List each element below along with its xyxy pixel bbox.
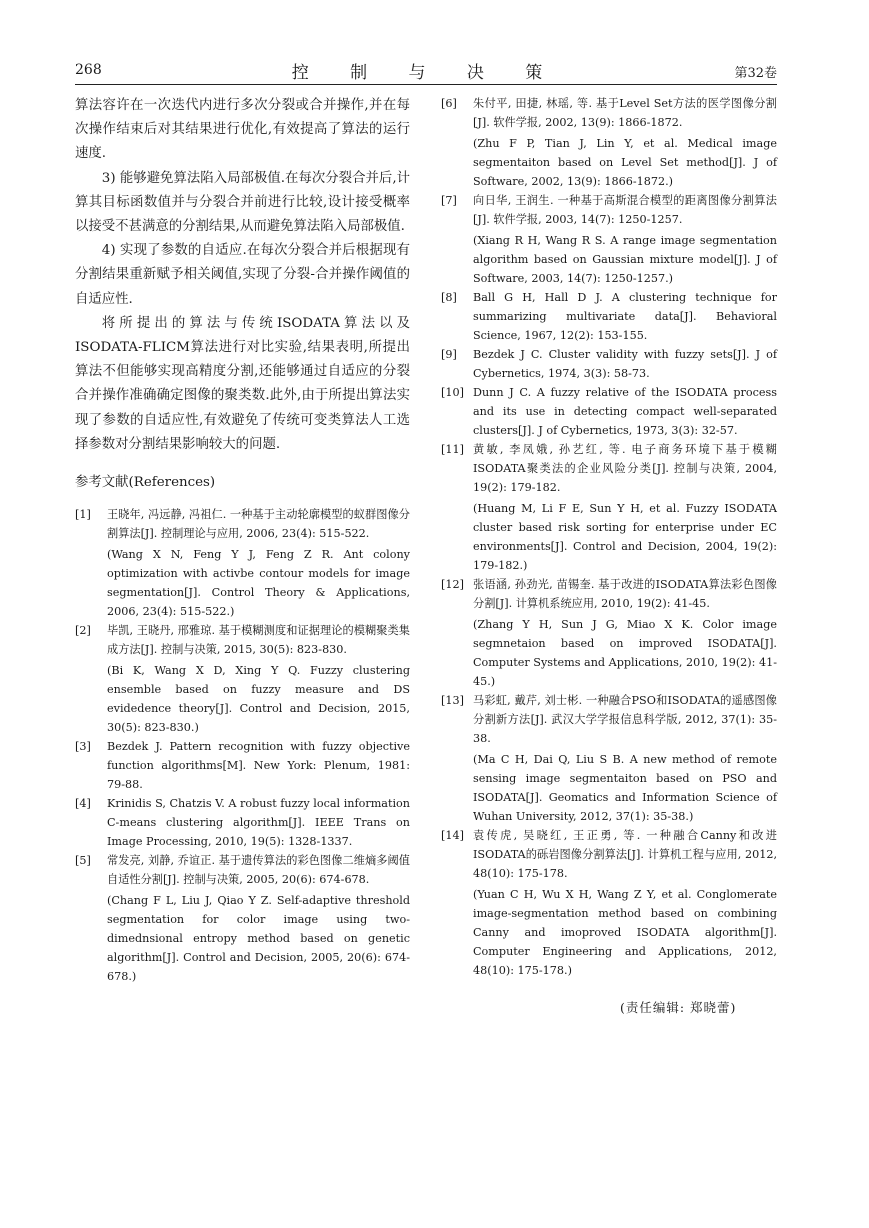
reference-item — [75, 505, 410, 621]
reference-text: 毕凯, 王晓丹, 邢雅琼. 基于模糊测度和证据理论的模糊聚类集成方法[J]. 控制与决策, 2015, 30(5): 823-830. — [107, 624, 410, 657]
reference-number: [12] — [441, 578, 464, 591]
body-paragraph: 3) 能够避免算法陷入局部极值.在每次分裂合并后,计算其目标函数值并与分裂合并前进行比较,设计接受概率以接受不甚满意的分割结果,从而避免算法陷入局部极值. — [75, 170, 410, 235]
reference-number: [1] — [75, 508, 91, 522]
reference-item — [75, 621, 410, 737]
reference-number: [11] — [441, 443, 464, 456]
reference-item — [75, 851, 410, 986]
reference-translation: (Yuan C H, Wu X H, Wang Z Y, et al. Conglomerate image-segmentation method based on combining Canny and imoproved ISODATA algorithm[J]. Computer Engineering and Applications, 2012, 48(10): 175-178.) — [473, 888, 777, 977]
reference-number: [10] — [441, 386, 464, 399]
reference-text: Ball G H, Hall D J. A clustering technique for summarizing multivariate data[J]. Behavioral Science, 1967, 12(2): 153-155. — [473, 291, 777, 342]
left-column — [75, 94, 410, 986]
reference-translation: (Zhu F P, Tian J, Lin Y, et al. Medical image segmentaiton based on Level Set method[J]. J of Software, 2002, 13(9): 1866-1872.) — [473, 137, 777, 188]
reference-text: Dunn J C. A fuzzy relative of the ISODATA process and its use in detecting compact well-separated clusters[J]. J of Cybernetics, 1973, 3(3): 32-57. — [473, 386, 777, 437]
reference-translation: (Xiang R H, Wang R S. A range image segmentation algorithm based on Gaussian mixture model[J]. J of Software, 2003, 14(7): 1250-1257.) — [473, 234, 777, 285]
reference-text: Krinidis S, Chatzis V. A robust fuzzy local information C-means clustering algorithm[J]. IEEE Trans on Image Processing, 2010, 19(5): 1328-1337. — [107, 797, 410, 849]
page-header — [75, 56, 777, 85]
journal-title: 控 制 与 决 策 — [291, 63, 561, 83]
reference-text: Bezdek J. Pattern recognition with fuzzy objective function algorithms[M]. New York: Plenum, 1981: 79-88. — [107, 740, 410, 792]
reference-item — [441, 440, 777, 575]
reference-number: [13] — [441, 694, 464, 707]
reference-number: [4] — [75, 797, 91, 811]
reference-item — [441, 345, 777, 383]
right-column — [441, 94, 777, 980]
reference-number: [9] — [441, 348, 457, 361]
reference-text: 张语涵, 孙劲光, 苗锡奎. 基于改进的ISODATA算法彩色图像分割[J]. 计算机系统应用, 2010, 19(2): 41-45. — [473, 578, 777, 610]
reference-translation: (Chang F L, Liu J, Qiao Y Z. Self-adaptive threshold segmentation for color image using two-dimednsional entropy method based on genetic algorithm[J]. Control and Decision, 2005, 20(6): 674-678.) — [107, 894, 410, 984]
reference-item — [441, 691, 777, 826]
volume-label: 第32卷 — [734, 66, 777, 81]
reference-item — [441, 826, 777, 980]
reference-text: Bezdek J C. Cluster validity with fuzzy sets[J]. J of Cybernetics, 1974, 3(3): 58-73. — [473, 348, 777, 380]
reference-text: 王晓年, 冯远静, 冯祖仁. 一种基于主动轮廓模型的蚁群图像分割算法[J]. 控制理论与应用, 2006, 23(4): 515-522. — [107, 508, 410, 541]
reference-translation: (Huang M, Li F E, Sun Y H, et al. Fuzzy ISODATA cluster based risk sorting for enterprise under EC environments[J]. Control and Decision, 2004, 19(2): 179-182.) — [473, 502, 777, 572]
body-paragraph: 4) 实现了参数的自适应.在每次分裂合并后根据现有分割结果重新赋予相关阈值,实现了分裂-合并操作阈值的自适应性. — [75, 243, 410, 307]
reference-number: [2] — [75, 624, 91, 638]
reference-number: [6] — [441, 97, 457, 110]
body-paragraph: 将所提出的算法与传统ISODATA算法以及ISODATA-FLICM算法进行对比实验,结果表明,所提出算法不但能够实现高精度分割,还能够通过自适应的分裂合并操作准确确定图像的聚类数.此外,由于所提出算法实现了参数的自适应性,有效避免了传统可变类算法人工选择参数对分割结果影响较大的问题. — [75, 315, 410, 452]
reference-number: [14] — [441, 829, 464, 842]
reference-item — [441, 383, 777, 440]
reference-text: 袁传虎, 吴晓红, 王正勇, 等. 一种融合Canny和改进ISODATA的砾岩图像分割算法[J]. 计算机工程与应用, 2012, 48(10): 175-178. — [473, 829, 777, 880]
reference-text: 朱付平, 田捷, 林瑶, 等. 基于Level Set方法的医学图像分割[J]. 软件学报, 2002, 13(9): 1866-1872. — [473, 97, 777, 129]
reference-translation: (Wang X N, Feng Y J, Feng Z R. Ant colony optimization with activbe contour models for image segmentation[J]. Control Theory & Applications, 2006, 23(4): 515-522.) — [107, 548, 410, 619]
body-paragraph: 算法容许在一次迭代内进行多次分裂或合并操作,并在每次操作结束后对其结果进行优化,有效提高了算法的运行速度. — [75, 98, 410, 162]
reference-item — [441, 288, 777, 345]
reference-item — [441, 191, 777, 288]
reference-item — [75, 794, 410, 851]
reference-text: 黄敏, 李凤娥, 孙艺红, 等. 电子商务环境下基于模糊ISODATA聚类法的企业风险分类[J]. 控制与决策, 2004, 19(2): 179-182. — [473, 443, 777, 494]
reference-number: [5] — [75, 854, 91, 868]
reference-item — [441, 94, 777, 191]
reference-text: 马彩虹, 戴芹, 刘士彬. 一种融合PSO和ISODATA的遥感图像分割新方法[J]. 武汉大学学报信息科学版, 2012, 37(1): 35-38. — [473, 694, 777, 745]
reference-translation: (Bi K, Wang X D, Xing Y Q. Fuzzy clustering ensemble based on fuzzy measure and DS evidedence theory[J]. Control and Decision, 2015, 30(5): 823-830.) — [107, 664, 410, 735]
editor-note: (责任编辑: 郑晓蕾) — [620, 1000, 737, 1015]
reference-number: [3] — [75, 740, 91, 754]
reference-translation: (Zhang Y H, Sun J G, Miao X K. Color image segmnetaion based on improved ISODATA[J]. Computer Systems and Applications, 2010, 19(2): 41-45.) — [473, 618, 778, 688]
reference-text: 常发亮, 刘静, 乔谊正. 基于遗传算法的彩色图像二维熵多阈值自适性分割[J]. 控制与决策, 2005, 20(6): 674-678. — [107, 854, 410, 887]
reference-number: [7] — [441, 194, 457, 207]
page-number: 268 — [75, 62, 102, 78]
reference-item — [75, 737, 410, 794]
reference-translation: (Ma C H, Dai Q, Liu S B. A new method of remote sensing image segmentaiton based on PSO and ISODATA[J]. Geomatics and Information Science of Wuhan University, 2012, 37(1): 35-38.) — [473, 753, 777, 823]
reference-number: [8] — [441, 291, 457, 304]
reference-text: 向日华, 王润生. 一种基于高斯混合模型的距离图像分割算法[J]. 软件学报, 2003, 14(7): 1250-1257. — [473, 194, 777, 226]
references-heading: 参考文献(References) — [75, 475, 216, 491]
reference-item — [441, 575, 777, 691]
